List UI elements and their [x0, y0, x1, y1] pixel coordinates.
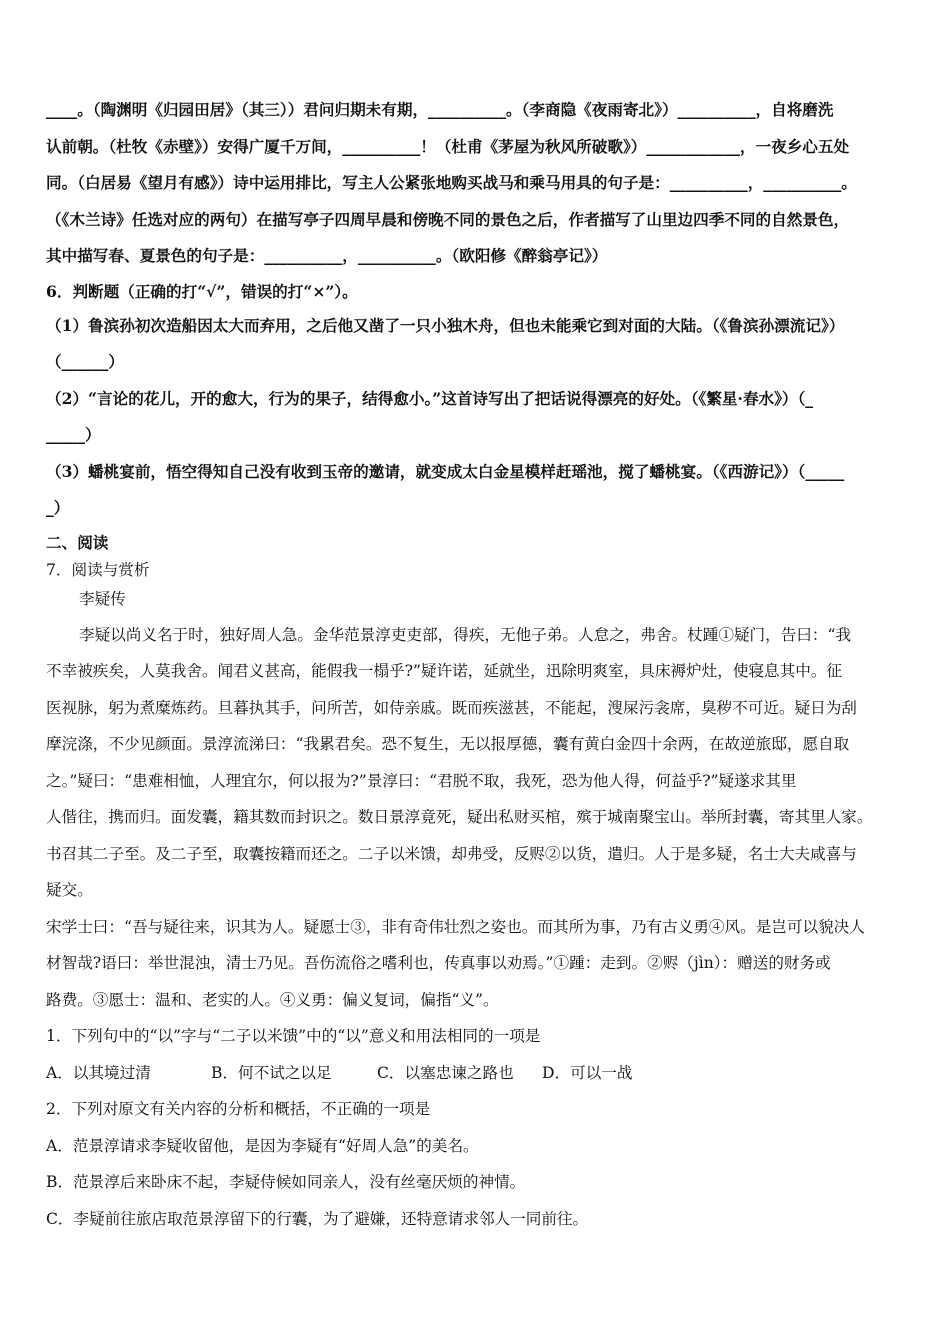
sub-question-2	[46, 1091, 912, 1237]
passage-line: 疑交。	[46, 881, 93, 899]
sub2-option-c: C．李疑前往旅店取范景淳留下的行囊，为了避嫌，还特意请求邻人一同前往。	[46, 1209, 589, 1228]
sub2-question: 2．下列对原文有关内容的分析和概括，不正确的一项是	[46, 1100, 431, 1118]
q6-heading: 6．判断题（正确的打“√”，错误的打“×”）。	[46, 281, 358, 301]
sub-question-1	[46, 1018, 912, 1091]
q6-item-3-blank: _）	[46, 498, 70, 517]
q6-item-1: （1）鲁滨孙初次造船因太大而弃用，之后他又凿了一只小独木舟，但也未能乘它到对面的大陆。（《鲁滨孙漂流记》）	[46, 315, 845, 335]
fill-line-3: 同。（白居易《望月有感》）诗中运用排比，写主人公紧张地购买战马和乘马用具的句子是：__________，__________。	[46, 173, 857, 192]
sub1-option-a: A．以其境过清	[46, 1063, 151, 1082]
fill-line-2: 认前朝。（杜牧《赤壁》）安得广厦千万间，__________！（杜甫《茅屋为秋风所破歌》）____________，一夜乡心五处	[46, 136, 850, 156]
sub2-option-a: A．范景淳请求李疑收留他，是因为李疑有“好周人急”的美名。	[46, 1136, 479, 1155]
commentary-line: 宋学士曰：“吾与疑往来，识其为人。疑愿士③，非有奇伟壮烈之姿也。而其所为事，乃有古义勇④风。是岂可以貌决人	[46, 917, 865, 936]
sub2-option-b: B．范景淳后来卧床不起，李疑侍候如同亲人，没有丝毫厌烦的神情。	[46, 1173, 526, 1191]
passage-line: 书召其二子至。及二子至，取囊按籍而还之。二子以米馈，却弗受，反赆②以货，遣归。人于是多疑，名士大夫咸喜与	[46, 844, 857, 863]
document-page	[46, 92, 912, 1237]
q6-item-2: （2）“言论的花儿，开的愈大，行为的果子，结得愈小。”这首诗写出了把话说得漂亮的好处。（《繁星·春水》）（_	[46, 388, 814, 408]
sub1-option-c: C．以塞忠谏之路也	[377, 1063, 514, 1082]
passage-line: 不幸被疾矣，人莫我舍。闻君义甚高，能假我一榻乎?”疑许诺，延就坐，迅除明爽室，具床褥炉灶，使寝息其中。征	[46, 662, 843, 680]
question-7	[46, 559, 912, 1238]
passage-body	[46, 617, 912, 909]
q6-item-1-blank: （______）	[46, 352, 124, 371]
q6-item-3: （3）蟠桃宴前，悟空得知自己没有收到玉帝的邀请，就变成太白金星模样赶瑶池，搅了蟠桃宴。（《西游记》）（_____	[46, 461, 845, 481]
fill-line-1: ____。（陶渊明《归园田居》（其三））君问归期未有期，__________。（李商隐《夜雨寄北》）__________，自将磨洗	[46, 100, 834, 119]
section-heading-reading: 二、阅读	[46, 532, 109, 552]
q7-heading: 7．阅读与赏析	[46, 560, 150, 579]
commentary-line: 材智哉?语曰：举世混浊，清士乃见。吾伤流俗之嗜利也，传真事以劝焉。”①踵：走到。②赆（jìn）：赠送的财务或	[46, 954, 831, 972]
passage-line: 人偕往，携而归。面发囊，籍其数而封识之。数日景淳竟死，疑出私财买棺，殡于城南聚宝山。举所封囊，寄其里人家。	[46, 808, 873, 826]
sub1-option-d: D．可以一战	[542, 1063, 633, 1082]
passage-line: 李疑以尚义名于时，独好周人急。金华范景淳吏吏部，得疾，无他子弟。人怠之，弗舍。杖踵①疑门，告曰：“我	[79, 625, 852, 644]
fill-line-4: （《木兰诗》任选对应的两句）在描写亭子四周早晨和傍晚不同的景色之后，作者描写了山里边四季不同的自然景色，	[46, 209, 850, 229]
question-6	[46, 275, 912, 527]
sub1-question: 1．下列句中的“以”字与“二子以米馈”中的“以”意义和用法相同的一项是	[46, 1027, 541, 1045]
sub1-option-b: B．何不试之以足	[211, 1063, 332, 1082]
passage-commentary	[46, 909, 912, 1019]
q6-item-2-blank: _____）	[46, 425, 101, 444]
passage-title: 李疑传	[79, 589, 126, 608]
commentary-line: 路费。③愿士：温和、老实的人。④义勇：偏义复词，偏指“义”。	[46, 990, 499, 1009]
sub1-options	[46, 1055, 912, 1092]
passage-line: 摩浣涤，不少见颜面。景淳流涕曰：“我累君矣。恐不复生，无以报厚德，囊有黄白金四十余两，在故逆旅邸，愿自取	[46, 735, 850, 753]
fill-line-5: 其中描写春、夏景色的句子是：__________，__________。（欧阳修《醉翁亭记》）	[46, 246, 608, 265]
passage-line: 医视脉，躬为煮糜炼药。旦暮执其手，问所苦，如侍亲戚。既而疾滋甚，不能起，溲屎污衾席，臭秽不可近。疑日为刮	[46, 698, 857, 717]
passage-line: 之。”疑曰：“患难相恤，人理宜尔，何以报为?”景淳曰：“君脱不取，我死，恐为他人得，何益乎?”疑遂求其里	[46, 771, 797, 790]
fill-in-blank-section	[46, 92, 912, 275]
